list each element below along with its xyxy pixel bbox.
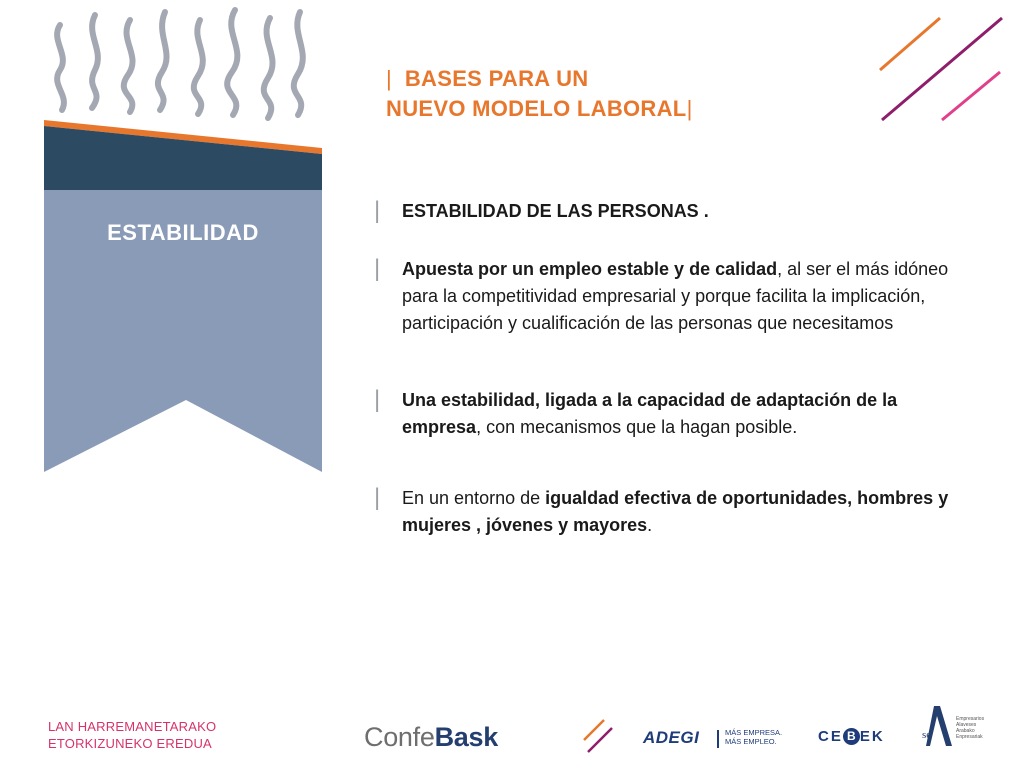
bullet-marker: |	[374, 386, 381, 413]
footer-slashes-decoration	[580, 716, 620, 756]
confebask-logo-part-a: Confe	[364, 722, 435, 752]
bullet-item	[372, 198, 962, 225]
footer-caption-line-2: ETORKIZUNEKO EREDUA	[48, 736, 212, 751]
bullet-item	[372, 387, 962, 441]
bullet-marker: |	[374, 484, 381, 511]
footer-caption	[48, 718, 216, 752]
ribbon-label: ESTABILIDAD	[107, 220, 259, 245]
bullet-text: , con mecanismos que la hagan posible.	[476, 417, 798, 437]
title-line-2: NUEVO MODELO LABORAL	[386, 96, 687, 121]
bullet-text: En un entorno de	[402, 488, 546, 508]
title-line-1: BASES PARA UN	[404, 66, 589, 91]
bullet-item	[372, 256, 962, 337]
bullet-list	[372, 198, 962, 539]
bullet-bold-text: ESTABILIDAD DE LAS PERSONAS .	[402, 201, 709, 221]
footer-caption-line-1: LAN HARREMANETARAKO	[48, 719, 217, 734]
bullet-text: .	[647, 515, 653, 535]
title-bar-mark-end: |	[686, 96, 693, 121]
bullet-bold-text: Apuesta por un empleo estable y de calidad	[402, 259, 778, 279]
bullet-item	[372, 485, 962, 539]
bullet-text: , al ser el más idóneo para la competitividad empresarial y porque facilita la implicación, participación y cualificación de las personas que necesitamos	[402, 259, 949, 333]
bullet-bold-text: Una estabilidad, ligada a la capacidad de adaptación de la empresa	[402, 390, 898, 437]
adegi-logo-name: ADEGI	[643, 728, 700, 747]
diagonal-lines-decoration	[870, 10, 1020, 130]
cebek-logo-circle: B	[843, 728, 860, 745]
sea-logo-caption: Empresarios Alaveses Arabako Enpresariak	[956, 716, 985, 740]
confebask-logo-part-b: Bask	[434, 722, 498, 752]
bullet-marker: |	[374, 255, 381, 282]
cebek-logo: CE B EK	[818, 728, 885, 745]
svg-text:se: se	[922, 729, 932, 741]
adegi-logo-separator	[717, 730, 719, 748]
confebask-logo	[364, 722, 498, 753]
sea-logo-mark	[920, 702, 960, 752]
wavy-lines-decoration	[57, 10, 303, 118]
bullet-marker: |	[374, 197, 381, 224]
title-bar-mark: |	[386, 66, 399, 91]
bullet-bold-text: igualdad efectiva de oportunidades, hombres y mujeres , jóvenes y mayores	[402, 488, 949, 535]
adegi-logo-tagline: MÁS EMPRESA. MÁS EMPLEO.	[725, 728, 783, 746]
page-title	[386, 64, 693, 124]
